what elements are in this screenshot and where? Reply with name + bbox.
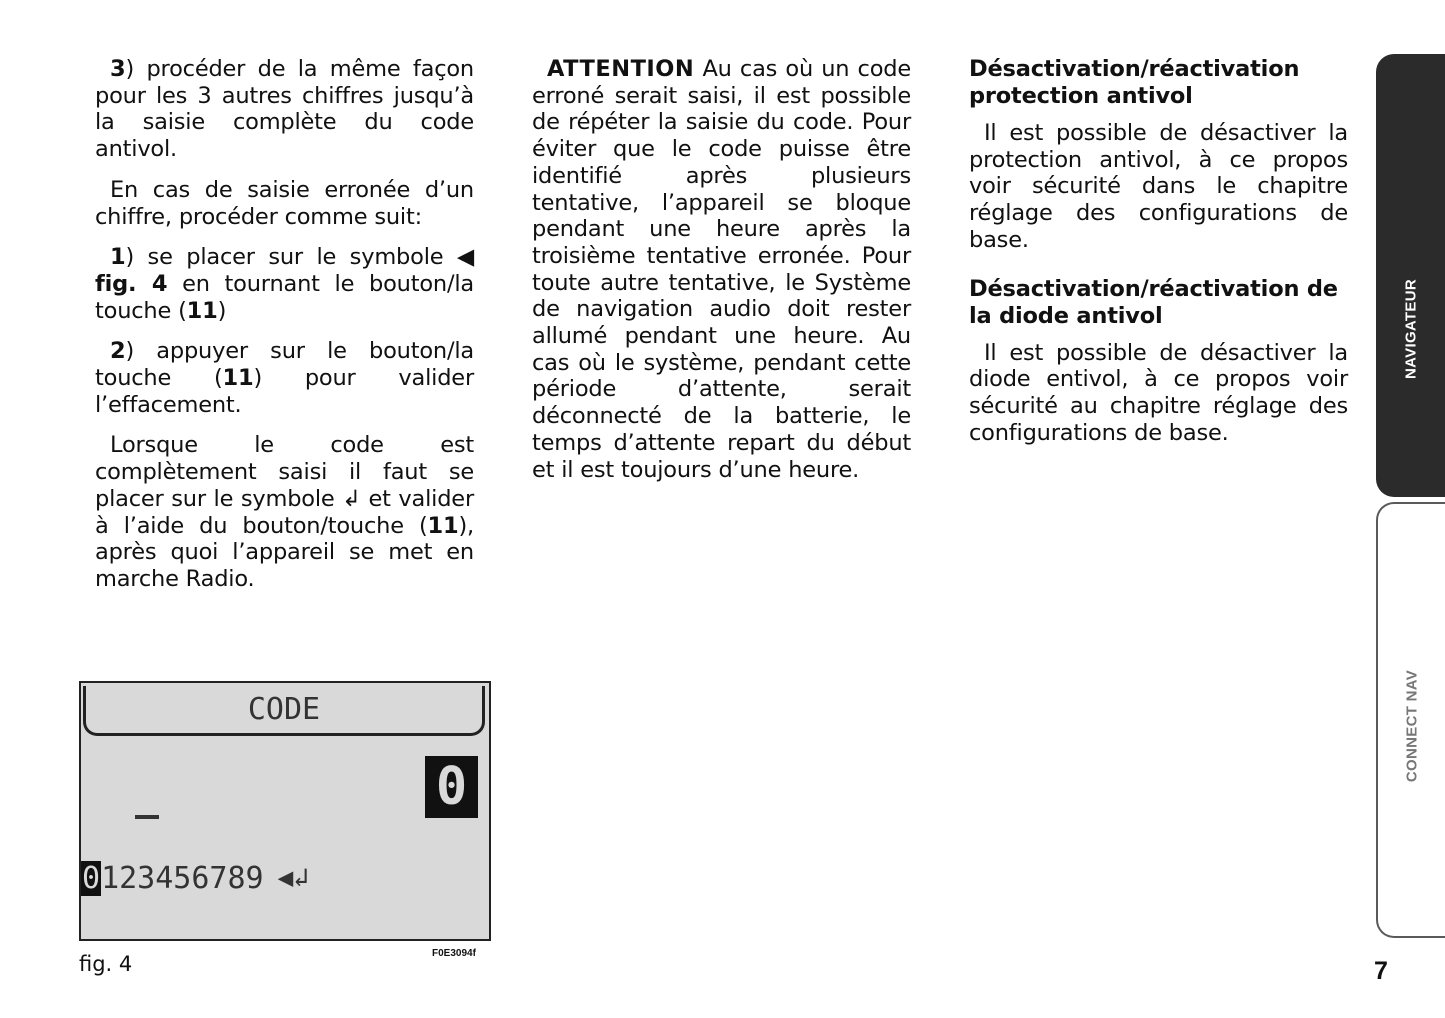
attention-text: Au cas où un code erroné serait saisi, il est possible de répéter la saisie du code. Pour éviter que le code puisse être identifié après plusieurs tentative, l’appareil se bloque pendant une heure après la troisième tentative erronée. Pour toute autre tentative, le Système de navigation audio doit rester allumé pendant une heure. Au cas où le système, pendant cette période d’attente, serait déconnecté de la batterie, le temps d’attente repart du début et il est toujours d’une heure. (532, 56, 911, 483)
paragraph-error-intro: En cas de saisie erronée d’un chiffre, procéder comme suit: (95, 176, 474, 230)
lcd-digit-selector (81, 858, 309, 898)
paragraph-step-2 (95, 338, 474, 418)
figure-code: F0E3094f (432, 948, 476, 959)
section-text-protection: Il est possible de désactiver la protection antivol, à ce propos voir sécurité dans le chapitre réglage des configurations de base. (969, 120, 1348, 253)
step-number: 3 (110, 56, 126, 82)
paragraph-complete (95, 432, 474, 592)
lcd-cursor (135, 815, 159, 819)
tab-connect-nav-label: CONNECT NAV (1403, 669, 1420, 783)
paragraph-text: ) (217, 297, 227, 324)
attention-paragraph (532, 56, 911, 483)
paragraph-text: ) se placer sur le symbole ◀ (125, 244, 474, 271)
tab-navigateur[interactable] (1376, 54, 1445, 497)
column-middle (532, 56, 911, 497)
step-number: 1 (110, 244, 126, 271)
lcd-selected-digit-box (425, 756, 478, 818)
paragraph-step-1 (95, 244, 474, 324)
paragraph-step-3 (95, 56, 474, 163)
lcd-digits: 123456789 (101, 860, 264, 896)
lcd-highlighted-digit: 0 (82, 860, 101, 896)
lcd-back-enter-icon: ◀↲ (277, 863, 309, 893)
tab-connect-nav[interactable] (1376, 502, 1445, 938)
tab-navigateur-label: NAVIGATEUR (1402, 279, 1419, 379)
column-left (95, 56, 474, 607)
page-number: 7 (1374, 957, 1388, 985)
figure-reference: fig. 4 (95, 270, 168, 297)
section-text-diode: Il est possible de désactiver la diode entivol, à ce propos voir sécurité au chapitre réglage des configurations de base. (969, 339, 1348, 446)
paragraph-text: en tournant le bouton/la touche ( (95, 270, 475, 324)
step-number: 2 (110, 338, 126, 365)
section-heading-protection: Désactivation/réactivation protection antivol (969, 56, 1300, 109)
paragraph-text: ) appuyer sur le bouton/la touche ( (95, 338, 474, 392)
attention-label: ATTENTION (547, 56, 695, 82)
button-reference: 11 (186, 297, 218, 324)
paragraph-text: ) pour valider l’effacement. (95, 365, 475, 418)
paragraph-text: ) procéder de la même façon pour les 3 autres chiffres jusqu’à la saisie complète du code antivol. (95, 56, 474, 163)
paragraph-text: ), après quoi l’appareil se met en marche Radio. (95, 512, 474, 592)
lcd-header (83, 686, 485, 736)
button-reference: 11 (427, 512, 459, 539)
lcd-selected-digit: 0 (435, 757, 468, 817)
figure-caption: fig. 4 (79, 952, 133, 976)
section-heading-diode: Désactivation/réactivation de la diode antivol (969, 275, 1338, 329)
lcd-title: CODE (247, 692, 321, 727)
button-reference: 11 (222, 365, 254, 392)
column-right (969, 56, 1348, 460)
paragraph-text: Lorsque le code est complètement saisi il faut se placer sur le symbole ↲ et valider à l’aide du bouton/touche ( (95, 432, 474, 539)
